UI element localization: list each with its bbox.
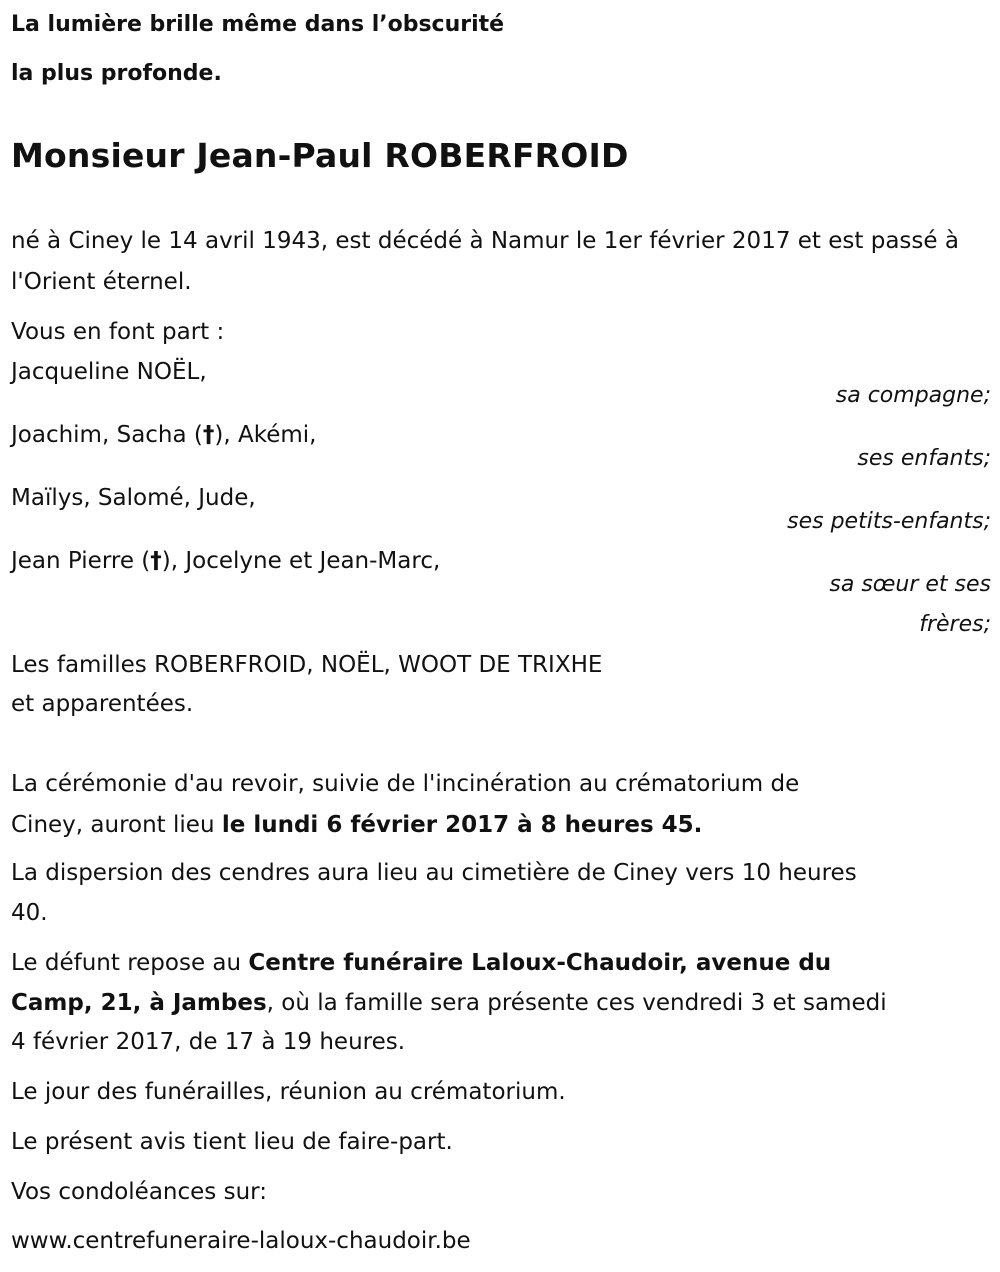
announcement: Vous en font part : bbox=[11, 319, 225, 345]
dispersion-line-1: La dispersion des cendres aura lieu au cimetière de Ciney vers 10 heures bbox=[11, 860, 857, 886]
notice-text: Le présent avis tient lieu de faire-part. bbox=[11, 1129, 453, 1155]
mourner-1-names: Jacqueline NOËL, bbox=[11, 359, 207, 385]
rest-line-2 bbox=[11, 983, 986, 1024]
rest-line-3: 4 février 2017, de 17 à 19 heures. bbox=[11, 1029, 406, 1055]
rest-text-a: Le défunt repose au bbox=[11, 950, 249, 976]
condolences-link[interactable]: www.centrefuneraire-laloux-chaudoir.be bbox=[11, 1228, 471, 1254]
mourner-1-role: sa compagne; bbox=[835, 383, 991, 408]
mourner-4-role-line-1: sa sœur et ses bbox=[829, 572, 991, 597]
rest-text-b: , où la famille sera présente ces vendredi 3 et samedi bbox=[266, 990, 887, 1016]
ceremony-line-2 bbox=[11, 805, 986, 846]
mourner-3-names: Maïlys, Salomé, Jude, bbox=[11, 485, 256, 511]
ceremony-line-1: La cérémonie d'au revoir, suivie de l'incinération au crématorium de bbox=[11, 771, 800, 797]
mourner-3-role: ses petits-enfants; bbox=[787, 509, 991, 534]
ceremony-date: le lundi 6 février 2017 à 8 heures 45. bbox=[221, 812, 703, 838]
mourner-4-names-b: ), Jocelyne et Jean-Marc, bbox=[161, 548, 441, 574]
mourner-2-names-b: ), Akémi, bbox=[214, 422, 317, 448]
condolences-label: Vos condoléances sur: bbox=[11, 1179, 267, 1205]
families-line-1: Les familles ROBERFROID, NOËL, WOOT DE TRIXHE bbox=[11, 652, 603, 678]
mourner-2-role: ses enfants; bbox=[857, 446, 991, 471]
mourner-4-names-a: Jean Pierre ( bbox=[11, 548, 151, 574]
mourner-4-role-line-2: frères; bbox=[919, 612, 991, 637]
dispersion-line-2: 40. bbox=[11, 900, 48, 926]
deceased-name: Monsieur Jean-Paul ROBERFROID bbox=[11, 136, 629, 175]
rest-location-a: Centre funéraire Laloux-Chaudoir, avenue du bbox=[248, 950, 832, 976]
epigraph-line-2: la plus profonde. bbox=[11, 61, 222, 86]
families-line-2: et apparentées. bbox=[11, 691, 194, 717]
rest-location-b: Camp, 21, à Jambes bbox=[11, 990, 267, 1016]
rest-line-1 bbox=[11, 943, 986, 984]
cross-icon: † bbox=[150, 548, 162, 574]
intro-text: né à Ciney le 14 avril 1943, est décédé à Namur le 1er février 2017 et est passé à l'Orient éternel. bbox=[11, 228, 959, 295]
gathering-text: Le jour des funérailles, réunion au crématorium. bbox=[11, 1079, 566, 1105]
ceremony-text: Ciney, auront lieu bbox=[11, 812, 222, 838]
mourner-2-names-a: Joachim, Sacha ( bbox=[11, 422, 203, 448]
cross-icon: † bbox=[202, 422, 215, 448]
epigraph-line-1: La lumière brille même dans l’obscurité bbox=[11, 12, 505, 37]
